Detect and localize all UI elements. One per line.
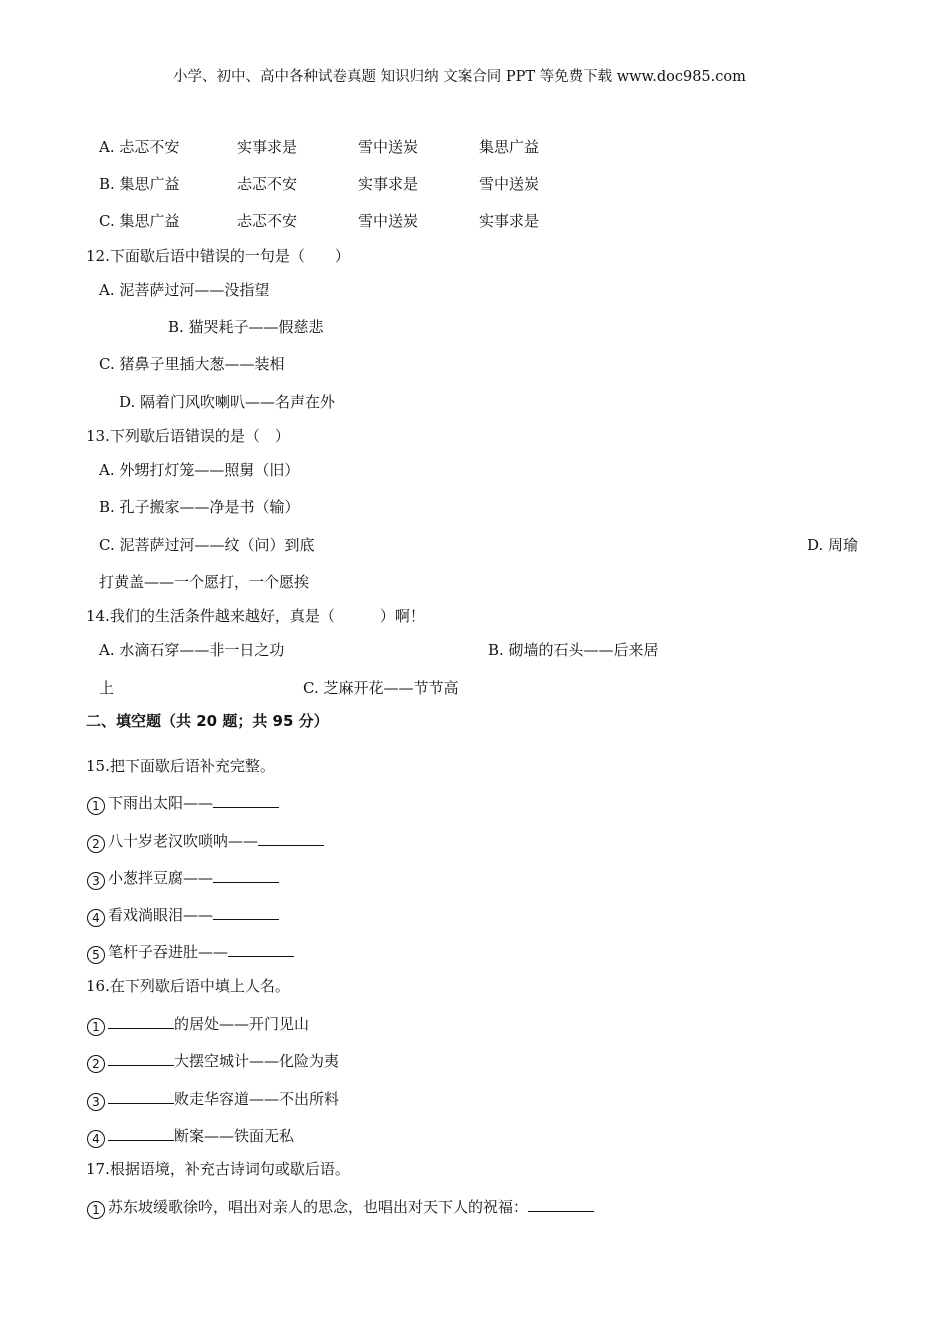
q15-item-text: 小葱拌豆腐—— — [108, 869, 214, 887]
q16-item-text: 的居处——开门见山 — [174, 1015, 310, 1033]
answer-blank[interactable] — [528, 1196, 594, 1212]
q15-item-text: 笔杆子吞进肚—— — [108, 943, 229, 961]
q13-option-d: D. 周瑜 — [807, 536, 859, 554]
circled-number: 2 — [87, 1055, 105, 1073]
q12-option-a: A. 泥菩萨过河——没指望 — [99, 281, 270, 299]
section-heading: 二、填空题（共 20 题；共 95 分） — [86, 712, 329, 730]
q11-option-b-word-4: 雪中送炭 — [479, 175, 540, 193]
q12-option-c: C. 猪鼻子里插大葱——装相 — [99, 355, 285, 373]
q13-option-d-continuation: 打黄盖——一个愿打，一个愿挨 — [99, 573, 310, 591]
answer-blank[interactable] — [213, 904, 279, 920]
circled-number: 2 — [87, 835, 105, 853]
q16-stem: 16.在下列歇后语中填上人名。 — [86, 977, 290, 995]
q11-option-c-word-4: 实事求是 — [479, 212, 540, 230]
q13-option-c: C. 泥菩萨过河——纹（问）到底 — [99, 536, 315, 554]
q16-item — [87, 1088, 339, 1111]
answer-blank[interactable] — [213, 867, 279, 883]
circled-number: 1 — [87, 797, 105, 815]
q15-item — [87, 830, 324, 853]
circled-number: 4 — [87, 909, 105, 927]
q17-item-text: 苏东坡缓歌徐吟，唱出对亲人的思念，也唱出对天下人的祝福： — [108, 1198, 529, 1216]
q15-item — [87, 867, 279, 890]
circled-number: 1 — [87, 1201, 105, 1219]
q12-option-b: B. 猫哭耗子——假慈悲 — [168, 318, 324, 336]
q15-stem: 15.把下面歇后语补充完整。 — [86, 757, 275, 775]
q14-option-b: B. 砌墙的石头——后来居 — [488, 641, 659, 659]
answer-blank[interactable] — [108, 1013, 174, 1029]
q11-option-a-word-2: 实事求是 — [237, 138, 298, 156]
page-header: 小学、初中、高中各种试卷真题 知识归纳 文案合同 PPT 等免费下载 www.doc985.com — [173, 69, 746, 85]
circled-number: 1 — [87, 1018, 105, 1036]
answer-blank[interactable] — [228, 941, 294, 957]
q14-option-c: C. 芝麻开花——节节高 — [303, 679, 459, 697]
q16-item-text: 大摆空城计——化险为夷 — [174, 1052, 340, 1070]
answer-blank[interactable] — [108, 1088, 174, 1104]
answer-blank[interactable] — [258, 830, 324, 846]
q16-item-text: 败走华容道——不出所料 — [174, 1090, 340, 1108]
q16-item — [87, 1050, 339, 1073]
q13-option-b: B. 孔子搬家——净是书（输） — [99, 498, 300, 516]
q15-item — [87, 904, 279, 927]
q12-option-d: D. 隔着门风吹喇叭——名声在外 — [119, 393, 336, 411]
q15-item-text: 看戏淌眼泪—— — [108, 906, 214, 924]
answer-blank[interactable] — [108, 1050, 174, 1066]
q16-item-text: 断案——铁面无私 — [174, 1127, 295, 1145]
q14-option-a: A. 水滴石穿——非一日之功 — [99, 641, 285, 659]
q11-option-b-word-2: 忐忑不安 — [237, 175, 298, 193]
circled-number: 5 — [87, 946, 105, 964]
q11-option-c: C. 集思广益 — [99, 212, 180, 230]
q17-stem: 17.根据语境，补充古诗词句或歇后语。 — [86, 1160, 350, 1178]
q11-option-b: B. 集思广益 — [99, 175, 180, 193]
q11-option-c-word-3: 雪中送炭 — [358, 212, 419, 230]
q11-option-a-word-3: 雪中送炭 — [358, 138, 419, 156]
q13-option-a: A. 外甥打灯笼——照舅（旧） — [99, 461, 300, 479]
q14-option-b-continuation: 上 — [99, 679, 115, 697]
q13-stem: 13.下列歇后语错误的是（ ） — [86, 427, 290, 445]
answer-blank[interactable] — [108, 1125, 174, 1141]
q15-item-text: 八十岁老汉吹唢呐—— — [108, 832, 259, 850]
q16-item — [87, 1125, 294, 1148]
q11-option-a-word-4: 集思广益 — [479, 138, 540, 156]
q11-option-b-word-3: 实事求是 — [358, 175, 419, 193]
circled-number: 4 — [87, 1130, 105, 1148]
q14-stem: 14.我们的生活条件越来越好，真是（ ）啊！ — [86, 607, 425, 625]
q11-option-c-word-2: 忐忑不安 — [237, 212, 298, 230]
circled-number: 3 — [87, 1093, 105, 1111]
q16-item — [87, 1013, 309, 1036]
q11-option-a: A. 忐忑不安 — [99, 138, 180, 156]
q17-item — [87, 1196, 594, 1219]
q15-item — [87, 941, 294, 964]
circled-number: 3 — [87, 872, 105, 890]
q12-stem: 12.下面歇后语中错误的一句是（ ） — [86, 247, 350, 265]
q15-item-text: 下雨出太阳—— — [108, 794, 214, 812]
answer-blank[interactable] — [213, 792, 279, 808]
q15-item — [87, 792, 279, 815]
